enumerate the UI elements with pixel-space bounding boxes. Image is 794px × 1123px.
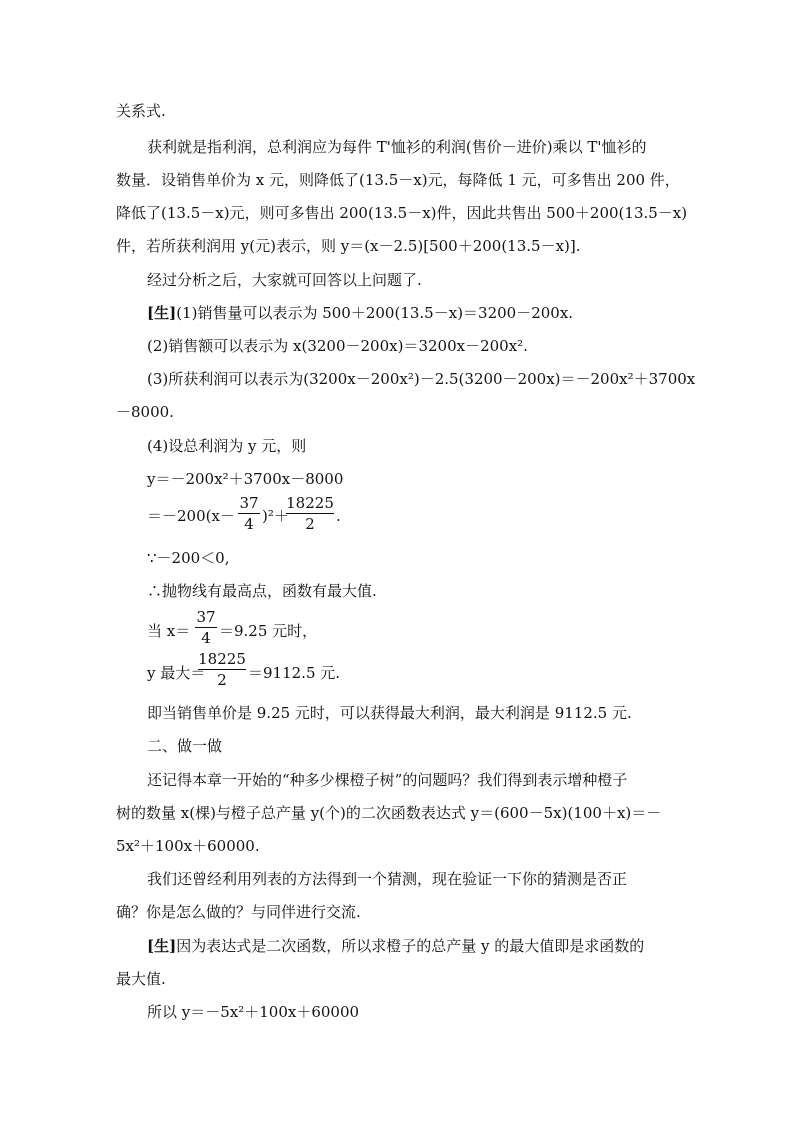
fraction-numerator: 18225	[198, 650, 246, 668]
formula-segment: )²＋	[262, 507, 289, 525]
formula-line: 所以 y＝－5x²＋100x＋60000	[147, 1003, 360, 1021]
speaker-tag: [生]	[147, 937, 177, 955]
text-line: 经过分析之后，大家就可回答以上问题了.	[147, 271, 422, 289]
text-line: 即当销售单价是 9.25 元时，可以获得最大利润，最大利润是 9112.5 元.	[147, 704, 632, 722]
fraction-denominator: 2	[217, 671, 227, 689]
text-segment: (1)销售量可以表示为 500＋200(13.5－x)＝3200－200x.	[176, 304, 574, 322]
fraction-bar	[286, 513, 334, 514]
fraction-bar	[195, 627, 217, 628]
text-line: 当 x＝	[147, 622, 191, 640]
fraction-denominator: 4	[201, 629, 211, 647]
fraction-numerator: 18225	[286, 494, 334, 512]
text-line: y 最大＝	[147, 664, 206, 682]
text-line: (4)设总利润为 y 元，则	[147, 437, 307, 455]
fraction-denominator: 2	[305, 515, 315, 533]
text-line: ∴抛物线有最高点，函数有最大值.	[147, 582, 377, 600]
text-line: 关系式.	[116, 102, 166, 120]
fraction-bar	[198, 669, 246, 670]
text-line: (2)销售额可以表示为 x(3200－200x)＝3200x－200x².	[147, 337, 528, 355]
text-line: －8000.	[116, 403, 174, 421]
text-line: 还记得本章一开始的“种多少棵橙子树”的问题吗？我们得到表示增种橙子	[147, 771, 628, 789]
formula-line: y＝－200x²＋3700x－8000	[147, 470, 344, 488]
formula-segment: .	[336, 507, 341, 525]
text-line: (3)所获利润可以表示为(3200x－200x²)－2.5(3200－200x)＝－200x²＋3700x	[147, 370, 696, 388]
speaker-tag: [生]	[147, 304, 177, 322]
text-line: 获利就是指利润，总利润应为每件 T'恤衫的利润(售价－进价)乘以 T'恤衫的	[147, 138, 647, 156]
text-segment: 因为表达式是二次函数，所以求橙子的总产量 y 的最大值即是求函数的	[176, 937, 645, 955]
fraction-bar	[238, 513, 260, 514]
text-line: 我们还曾经利用列表的方法得到一个猜测，现在验证一下你的猜测是否正	[147, 870, 628, 888]
text-line: 5x²＋100x＋60000.	[116, 837, 260, 855]
section-heading: 二、做一做	[147, 737, 223, 755]
text-line: 确？你是怎么做的？与同伴进行交流.	[116, 903, 361, 921]
fraction	[198, 650, 246, 689]
fraction-denominator: 4	[244, 515, 254, 533]
text-line: ＝9.25 元时，	[219, 622, 318, 640]
fraction	[195, 608, 217, 647]
text-line: ∵－200＜0,	[147, 549, 230, 567]
formula-line: ＝－200(x－	[147, 507, 235, 525]
text-line: 件，若所获利润用 y(元)表示，则 y＝(x－2.5)[500＋200(13.5－x)].	[116, 237, 581, 255]
text-line	[147, 303, 573, 323]
text-line: 最大值.	[116, 970, 166, 988]
text-line: 树的数量 x(棵)与橙子总产量 y(个)的二次函数表达式 y＝(600－5x)(100＋x)＝－	[116, 804, 662, 822]
fraction	[286, 494, 334, 533]
text-line	[147, 936, 644, 956]
text-line: 降低了(13.5－x)元，则可多售出 200(13.5－x)件，因此共售出 500＋200(13.5－x)	[116, 204, 688, 222]
fraction	[238, 494, 260, 533]
fraction-numerator: 37	[239, 494, 259, 512]
text-line: 数量．设销售单价为 x 元，则降低了(13.5－x)元，每降低 1 元，可多售出 200 件，	[116, 171, 680, 189]
text-line: ＝9112.5 元.	[248, 664, 341, 682]
fraction-numerator: 37	[196, 608, 216, 626]
